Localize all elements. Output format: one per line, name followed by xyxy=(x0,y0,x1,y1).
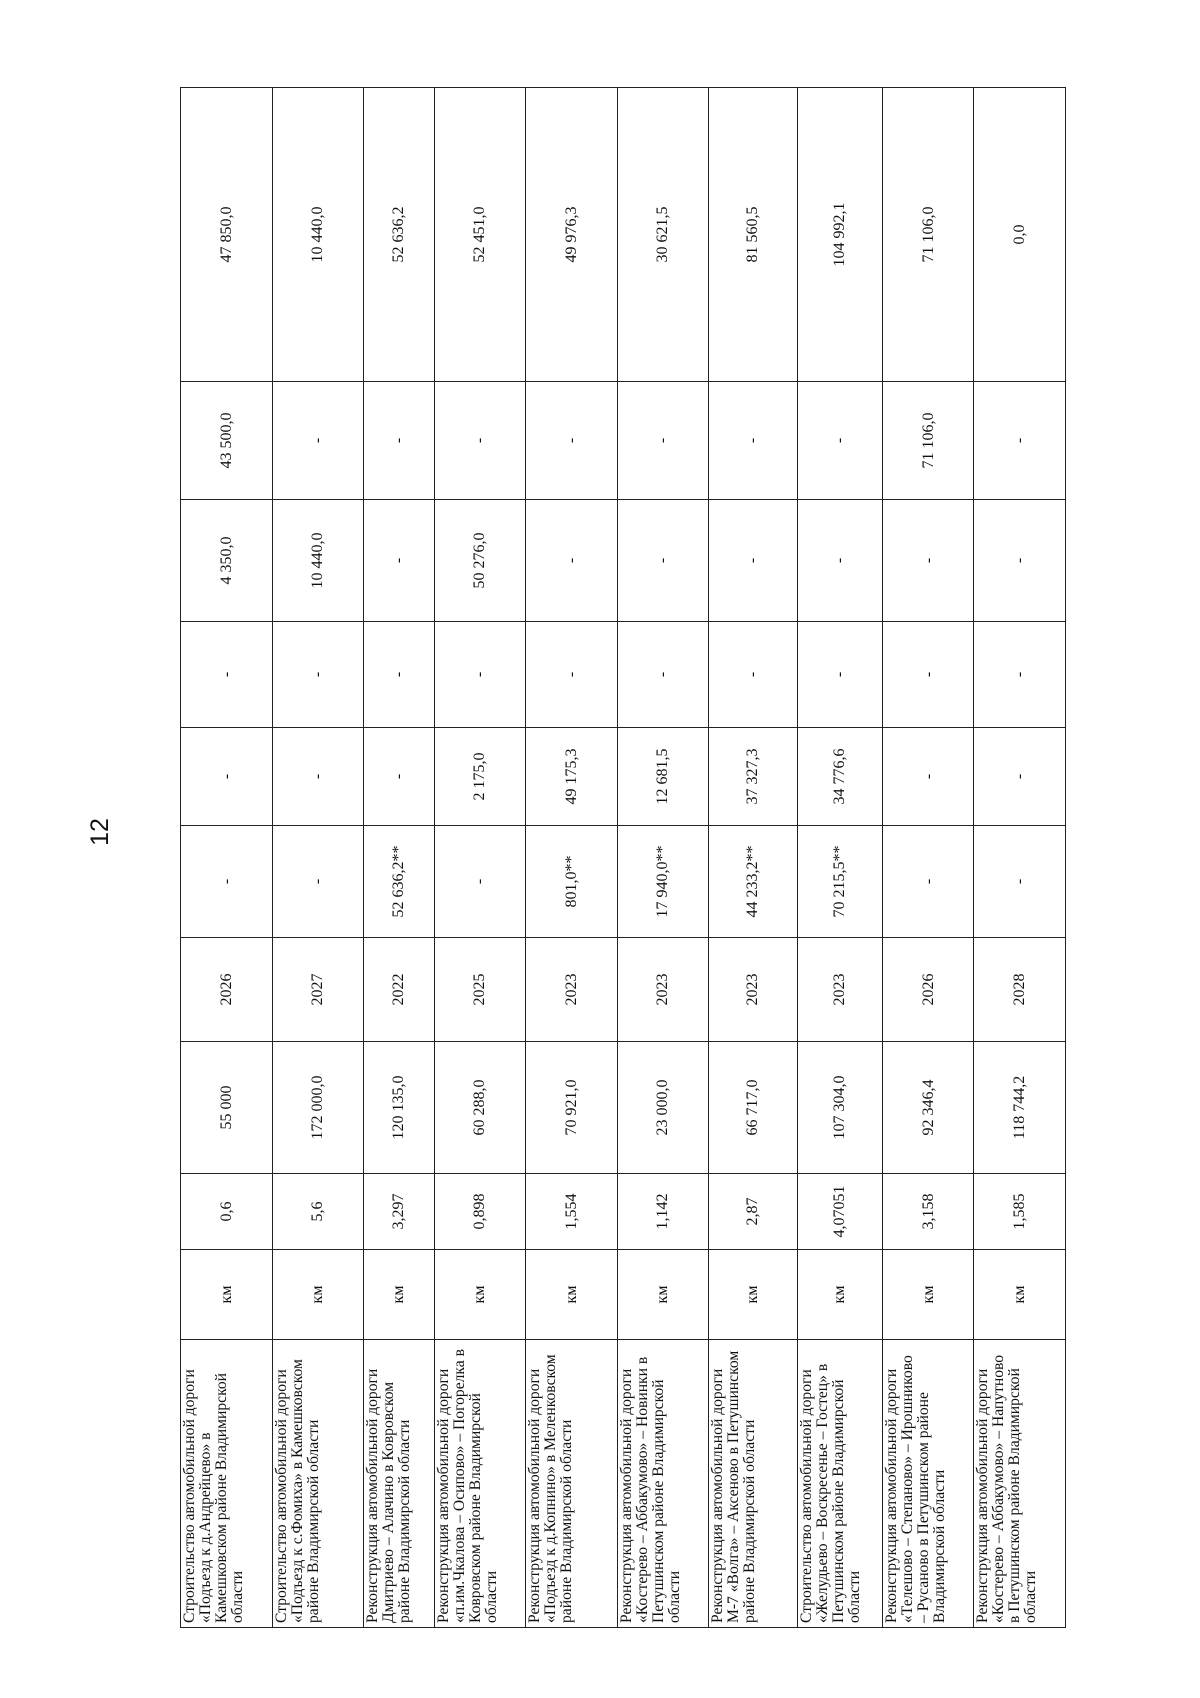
unit-cell: км xyxy=(797,1250,882,1340)
funding-col2-cell: - xyxy=(272,728,364,826)
funding-col3-cell: - xyxy=(974,622,1066,728)
completion-year-cell: 2026 xyxy=(882,938,974,1042)
funding-col5-cell: 43 500,0 xyxy=(181,382,273,500)
unit-cell: км xyxy=(434,1250,526,1340)
cost-cell: 107 304,0 xyxy=(797,1042,882,1174)
object-name-cell: Реконструкция автомобильной дороги «п.им.Чкалова – Осипово» – Погорелка в Ковровском районе Владимирской области xyxy=(434,1340,526,1628)
funding-total-cell: 10 440,0 xyxy=(272,88,364,382)
road-projects-table xyxy=(180,87,1066,1628)
funding-col5-cell: - xyxy=(272,382,364,500)
funding-col4-cell: - xyxy=(617,500,709,622)
funding-col1-cell: 801,0** xyxy=(526,826,618,938)
unit-cell: км xyxy=(181,1250,273,1340)
funding-col1-cell: - xyxy=(434,826,526,938)
length-cell: 3,297 xyxy=(364,1174,435,1250)
length-cell: 5,6 xyxy=(272,1174,364,1250)
table-row xyxy=(882,88,974,1628)
funding-col2-cell: - xyxy=(364,728,435,826)
unit-cell: км xyxy=(709,1250,797,1340)
table-row xyxy=(181,88,273,1628)
length-cell: 3,158 xyxy=(882,1174,974,1250)
funding-col4-cell: - xyxy=(526,500,618,622)
funding-col1-cell: - xyxy=(974,826,1066,938)
funding-col2-cell: - xyxy=(882,728,974,826)
funding-col1-cell: - xyxy=(181,826,273,938)
cost-cell: 120 135,0 xyxy=(364,1042,435,1174)
funding-col5-cell: - xyxy=(617,382,709,500)
length-cell: 1,554 xyxy=(526,1174,618,1250)
completion-year-cell: 2028 xyxy=(974,938,1066,1042)
funding-col5-cell: - xyxy=(434,382,526,500)
object-name-cell: Реконструкция автомобильной дороги «Костерево – Аббакумово» – Напутново в Петушинском районе Владимирской области xyxy=(974,1340,1066,1628)
unit-cell: км xyxy=(526,1250,618,1340)
completion-year-cell: 2023 xyxy=(709,938,797,1042)
completion-year-cell: 2026 xyxy=(181,938,273,1042)
funding-total-cell: 47 850,0 xyxy=(181,88,273,382)
funding-col3-cell: - xyxy=(617,622,709,728)
funding-col1-cell: 17 940,0** xyxy=(617,826,709,938)
funding-col5-cell: - xyxy=(974,382,1066,500)
funding-col5-cell: - xyxy=(364,382,435,500)
cost-cell: 60 288,0 xyxy=(434,1042,526,1174)
funding-total-cell: 49 976,3 xyxy=(526,88,618,382)
funding-col1-cell: 70 215,5** xyxy=(797,826,882,938)
table-row xyxy=(364,88,435,1628)
object-name-cell: Реконструкция автомобильной дороги «Подъезд к д.Копнино» в Меленковском районе Владимирской области xyxy=(526,1340,618,1628)
table-row xyxy=(272,88,364,1628)
funding-col3-cell: - xyxy=(797,622,882,728)
funding-col4-cell: - xyxy=(974,500,1066,622)
length-cell: 1,142 xyxy=(617,1174,709,1250)
cost-cell: 66 717,0 xyxy=(709,1042,797,1174)
object-name-cell: Реконструкция автомобильной дороги «Костерево – Аббакумово» – Новинки в Петушинском районе Владимирской области xyxy=(617,1340,709,1628)
funding-col3-cell: - xyxy=(434,622,526,728)
table-body xyxy=(181,88,1066,1628)
unit-cell: км xyxy=(617,1250,709,1340)
funding-col3-cell: - xyxy=(709,622,797,728)
funding-col2-cell: - xyxy=(181,728,273,826)
funding-col2-cell: - xyxy=(974,728,1066,826)
length-cell: 1,585 xyxy=(974,1174,1066,1250)
funding-col3-cell: - xyxy=(272,622,364,728)
table-row xyxy=(617,88,709,1628)
length-cell: 0,6 xyxy=(181,1174,273,1250)
funding-col5-cell: - xyxy=(709,382,797,500)
table-row xyxy=(526,88,618,1628)
length-cell: 2,87 xyxy=(709,1174,797,1250)
funding-col3-cell: - xyxy=(181,622,273,728)
funding-col2-cell: 2 175,0 xyxy=(434,728,526,826)
rotated-table-container xyxy=(180,88,1066,1628)
table-row xyxy=(434,88,526,1628)
completion-year-cell: 2023 xyxy=(617,938,709,1042)
cost-cell: 55 000 xyxy=(181,1042,273,1174)
length-cell: 0,898 xyxy=(434,1174,526,1250)
funding-total-cell: 52 636,2 xyxy=(364,88,435,382)
funding-col3-cell: - xyxy=(364,622,435,728)
funding-total-cell: 81 560,5 xyxy=(709,88,797,382)
completion-year-cell: 2025 xyxy=(434,938,526,1042)
length-cell: 4,07051 xyxy=(797,1174,882,1250)
funding-total-cell: 71 106,0 xyxy=(882,88,974,382)
completion-year-cell: 2023 xyxy=(797,938,882,1042)
funding-col5-cell: 71 106,0 xyxy=(882,382,974,500)
funding-col4-cell: - xyxy=(882,500,974,622)
object-name-cell: Строительство автомобильной дороги «Подъезд к д.Андрейцево» в Камешковском районе Владимирской области xyxy=(181,1340,273,1628)
object-name-cell: Реконструкция автомобильной дороги М-7 «Волга» – Аксеново в Петушинском районе Владимирской области xyxy=(709,1340,797,1628)
funding-col5-cell: - xyxy=(526,382,618,500)
funding-col1-cell: 44 233,2** xyxy=(709,826,797,938)
funding-col4-cell: 4 350,0 xyxy=(181,500,273,622)
completion-year-cell: 2027 xyxy=(272,938,364,1042)
object-name-cell: Реконструкция автомобильной дороги Дмитриево – Алачино в Ковровском районе Владимирской области xyxy=(364,1340,435,1628)
object-name-cell: Строительство автомобильной дороги «Подъезд к с.Фомиха» в Камешковском районе Владимирской области xyxy=(272,1340,364,1628)
funding-col4-cell: 50 276,0 xyxy=(434,500,526,622)
funding-col4-cell: 10 440,0 xyxy=(272,500,364,622)
cost-cell: 70 921,0 xyxy=(526,1042,618,1174)
object-name-cell: Реконструкция автомобильной дороги «Телешово – Степаново» – Ирошниково – Русаново в Петушинском районе Владимирской области xyxy=(882,1340,974,1628)
funding-col4-cell: - xyxy=(709,500,797,622)
cost-cell: 23 000,0 xyxy=(617,1042,709,1174)
unit-cell: км xyxy=(882,1250,974,1340)
funding-col2-cell: 37 327,3 xyxy=(709,728,797,826)
page-number: 12 xyxy=(86,818,114,846)
funding-col5-cell: - xyxy=(797,382,882,500)
funding-col1-cell: - xyxy=(272,826,364,938)
cost-cell: 92 346,4 xyxy=(882,1042,974,1174)
unit-cell: км xyxy=(974,1250,1066,1340)
completion-year-cell: 2023 xyxy=(526,938,618,1042)
funding-total-cell: 0,0 xyxy=(974,88,1066,382)
funding-col1-cell: 52 636,2** xyxy=(364,826,435,938)
funding-total-cell: 52 451,0 xyxy=(434,88,526,382)
table-row xyxy=(797,88,882,1628)
funding-col3-cell: - xyxy=(526,622,618,728)
funding-col2-cell: 49 175,3 xyxy=(526,728,618,826)
cost-cell: 172 000,0 xyxy=(272,1042,364,1174)
unit-cell: км xyxy=(364,1250,435,1340)
cost-cell: 118 744,2 xyxy=(974,1042,1066,1174)
funding-total-cell: 104 992,1 xyxy=(797,88,882,382)
funding-total-cell: 30 621,5 xyxy=(617,88,709,382)
funding-col2-cell: 12 681,5 xyxy=(617,728,709,826)
table-row xyxy=(974,88,1066,1628)
completion-year-cell: 2022 xyxy=(364,938,435,1042)
funding-col2-cell: 34 776,6 xyxy=(797,728,882,826)
funding-col1-cell: - xyxy=(882,826,974,938)
funding-col3-cell: - xyxy=(882,622,974,728)
funding-col4-cell: - xyxy=(364,500,435,622)
funding-col4-cell: - xyxy=(797,500,882,622)
object-name-cell: Строительство автомобильной дороги «Желудьево – Воскресенье – Гостец» в Петушинском районе Владимирской области xyxy=(797,1340,882,1628)
table-row xyxy=(709,88,797,1628)
unit-cell: км xyxy=(272,1250,364,1340)
